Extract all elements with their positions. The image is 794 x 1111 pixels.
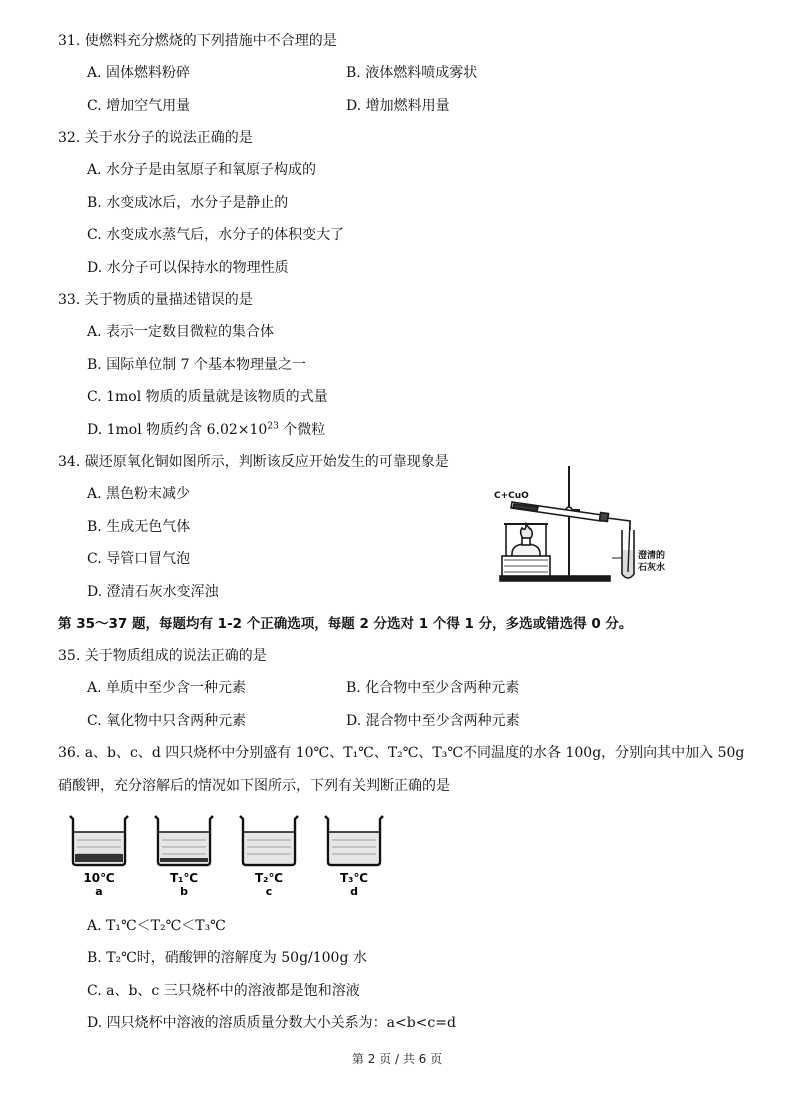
- q32-option-a: A. 水分子是由氢原子和氧原子构成的: [87, 162, 317, 178]
- beaker-d: [325, 816, 383, 898]
- beaker-solution: [245, 832, 293, 863]
- beaker-letter-label: d: [350, 885, 358, 898]
- q32-stem: 32. 关于水分子的说法正确的是: [58, 130, 253, 146]
- beaker-solution: [330, 832, 378, 863]
- q36-option-d: D. 四只烧杯中溶液的溶质质量分数大小关系为：a<b<c=d: [87, 1015, 456, 1031]
- q33-option-b: B. 国际单位制 7 个基本物理量之一: [87, 357, 306, 373]
- q31-option-d: D. 增加燃料用量: [346, 98, 450, 114]
- page-footer: 第 2 页 / 共 6 页: [351, 1052, 443, 1066]
- q31-stem: 31. 使燃料充分燃烧的下列措施中不合理的是: [58, 33, 337, 49]
- figure-label-limewater-2: 石灰水: [638, 563, 666, 573]
- q33-option-c: C. 1mol 物质的质量就是该物质的式量: [87, 389, 328, 405]
- beaker-letter-label: c: [265, 885, 273, 898]
- q33-option-d: D. 1mol 物质约含 $6.02\times 10^{23}$ 个微粒: [87, 421, 326, 438]
- q36-option-a: A. T₁℃＜T₂℃＜T₃℃: [87, 918, 226, 934]
- q34-option-c: C. 导管口冒气泡: [87, 551, 191, 567]
- carbon-reduction-apparatus-figure: [482, 458, 666, 586]
- beaker-a: [70, 816, 128, 898]
- beaker-temp-label: T₁℃: [170, 871, 198, 885]
- beaker-b: [155, 816, 213, 898]
- q36-stem-line1: 36. a、b、c、d 四只烧杯中分别盛有 10℃、T₁℃、T₂℃、T₃℃不同温度的水各 100g，分别向其中加入 50g: [58, 745, 745, 761]
- beaker-c: [240, 816, 298, 898]
- section-instruction: 第 35～37 题，每题均有 1-2 个正确选项，每题 2 分选对 1 个得 1 分，多选或错选得 0 分。: [58, 616, 633, 632]
- q35-option-d: D. 混合物中至少含两种元素: [346, 713, 520, 729]
- q36-option-b: B. T₂℃时，硝酸钾的溶解度为 50g/100g 水: [87, 950, 367, 966]
- q33-stem: 33. 关于物质的量描述错误的是: [58, 292, 253, 308]
- figure-label-reactants: C+CuO: [494, 491, 529, 501]
- q31-option-c: C. 增加空气用量: [87, 98, 191, 114]
- figure-label-limewater-1: 澄清的: [638, 551, 666, 561]
- beakers-figure: [66, 810, 396, 908]
- undissolved-solid: [75, 854, 123, 862]
- q34-option-b: B. 生成无色气体: [87, 519, 191, 535]
- q35-stem: 35. 关于物质组成的说法正确的是: [58, 648, 267, 664]
- beaker-temp-label: 10℃: [83, 871, 115, 885]
- q35-option-c: C. 氧化物中只含两种元素: [87, 713, 247, 729]
- q35-option-a: A. 单质中至少含一种元素: [87, 680, 247, 696]
- stopper: [599, 512, 608, 521]
- q31-option-a: A. 固体燃料粉碎: [87, 65, 191, 81]
- q33-option-a: A. 表示一定数目微粒的集合体: [87, 324, 275, 340]
- q32-option-b: B. 水变成冰后，水分子是静止的: [87, 195, 289, 211]
- q34-option-d: D. 澄清石灰水变浑浊: [87, 584, 219, 600]
- beaker-temp-label: T₃℃: [340, 871, 368, 885]
- q34-option-a: A. 黑色粉末减少: [87, 486, 191, 502]
- q35-option-b: B. 化合物中至少含两种元素: [346, 680, 520, 696]
- q31-option-b: B. 液体燃料喷成雾状: [346, 65, 478, 81]
- q32-option-c: C. 水变成水蒸气后，水分子的体积变大了: [87, 227, 345, 243]
- q34-stem: 34. 碳还原氧化铜如图所示，判断该反应开始发生的可靠现象是: [58, 454, 449, 470]
- beaker-letter-label: a: [95, 885, 103, 898]
- q36-option-c: C. a、b、c 三只烧杯中的溶液都是饱和溶液: [87, 983, 360, 999]
- beaker-temp-label: T₂℃: [255, 871, 283, 885]
- beaker-letter-label: b: [180, 885, 188, 898]
- q36-stem-line2: 硝酸钾，充分溶解后的情况如下图所示，下列有关判断正确的是: [58, 778, 450, 794]
- undissolved-solid: [160, 858, 208, 862]
- q32-option-d: D. 水分子可以保持水的物理性质: [87, 260, 289, 276]
